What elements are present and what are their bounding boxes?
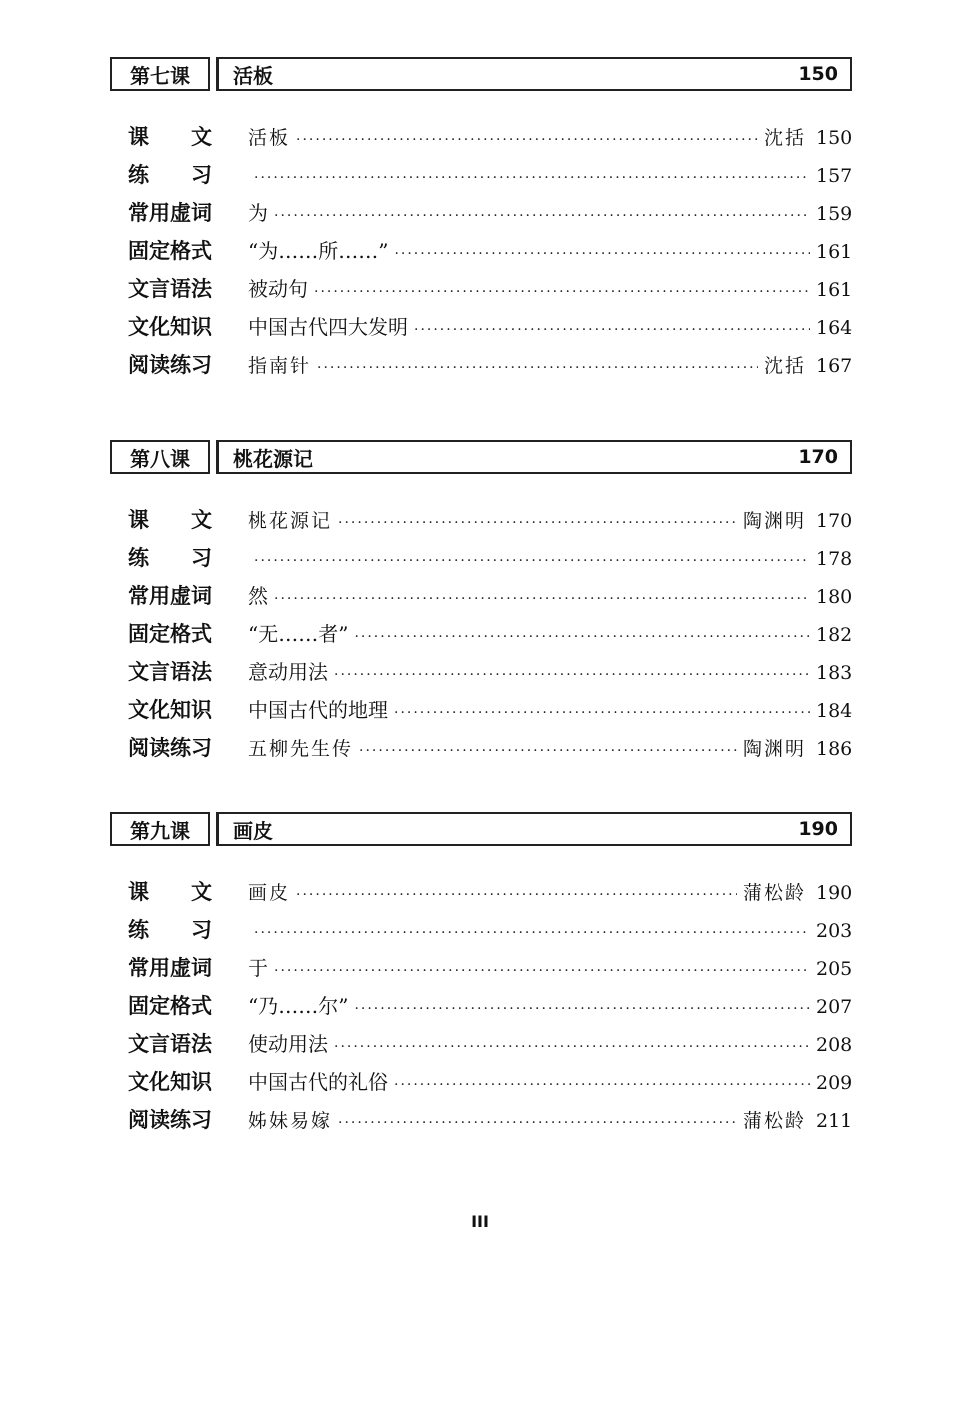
entry-title: 画皮 [248,882,291,904]
leader-dots [414,322,810,338]
entry-label: 固定格式 [128,239,212,263]
entry-label: 文化知识 [128,315,212,339]
toc-entry[interactable] [110,914,852,952]
toc-entry[interactable] [110,952,852,990]
lesson-7 [110,57,852,387]
entry-label: 常用虚词 [128,201,212,225]
page-number: III [471,1212,489,1231]
lesson-header [110,440,852,474]
entry-page: 167 [816,355,853,377]
toc-entry[interactable] [110,732,852,770]
toc-entry[interactable] [110,121,852,159]
entry-label: 阅读练习 [128,1108,212,1132]
leader-dots [334,1039,810,1055]
entry-page: 209 [816,1072,853,1094]
entry-author: 沈括 [763,355,806,377]
entry-title: 活板 [248,127,291,149]
entry-page: 157 [816,165,853,187]
toc-entry[interactable] [110,235,852,273]
entry-label: 固定格式 [128,994,212,1018]
lesson-page: 190 [798,818,838,840]
entry-author: 陶渊明 [742,510,806,532]
entry-page: 211 [816,1110,853,1132]
entry-title: 被动句 [248,277,308,301]
leader-dots [338,515,737,531]
toc-entry[interactable] [110,1028,852,1066]
entry-label: 课 文 [128,508,212,532]
leader-dots [274,591,810,607]
entry-title: 五柳先生传 [248,738,354,760]
lesson-number: 第九课 [110,812,210,846]
entry-title: “乃……尔” [248,994,349,1018]
entry-title: 于 [248,956,268,980]
entry-page: 186 [816,738,853,760]
entry-label: 课 文 [128,880,212,904]
leader-dots [354,629,810,645]
leader-dots [254,925,810,941]
leader-dots [254,553,810,569]
leader-dots [338,1115,737,1131]
toc-entry[interactable] [110,349,852,387]
entry-page: 182 [816,624,853,646]
leader-dots [314,284,810,300]
entry-title: “无……者” [248,622,349,646]
toc-entry[interactable] [110,618,852,656]
lesson-page: 150 [798,63,838,85]
leader-dots [274,208,810,224]
toc-entry[interactable] [110,273,852,311]
entry-title: 桃花源记 [248,510,333,532]
entry-title: 然 [248,584,268,608]
entry-page: 190 [816,882,853,904]
entry-label: 练 习 [128,546,212,570]
toc-entry[interactable] [110,504,852,542]
entry-label: 文化知识 [128,1070,212,1094]
entry-page: 159 [816,203,853,225]
leader-dots [359,743,737,759]
lesson-number: 第八课 [110,440,210,474]
entry-page: 170 [816,510,853,532]
entry-author: 陶渊明 [742,738,806,760]
entry-page: 203 [816,920,853,942]
lesson-page: 170 [798,446,838,468]
toc-entry[interactable] [110,1066,852,1104]
entry-page: 161 [816,279,853,301]
toc-entry[interactable] [110,311,852,349]
lesson-title-box[interactable] [216,440,852,474]
entry-title: 指南针 [248,355,312,377]
lesson-entries [110,504,852,770]
entry-label: 练 习 [128,163,212,187]
leader-dots [334,667,810,683]
entry-label: 阅读练习 [128,353,212,377]
lesson-number: 第七课 [110,57,210,91]
toc-entry[interactable] [110,159,852,197]
entry-title: 姊妹易嫁 [248,1110,333,1132]
entry-label: 文言语法 [128,277,212,301]
entry-title: 中国古代的地理 [248,698,388,722]
lesson-title-box[interactable] [216,57,852,91]
entry-page: 150 [816,127,853,149]
toc-entry[interactable] [110,990,852,1028]
entry-author: 蒲松龄 [742,882,806,904]
entry-label: 文言语法 [128,660,212,684]
entry-label: 常用虚词 [128,584,212,608]
toc-entry[interactable] [110,876,852,914]
entry-title: 中国古代四大发明 [248,315,408,339]
entry-page: 184 [816,700,853,722]
entry-page: 183 [816,662,853,684]
entry-label: 常用虚词 [128,956,212,980]
lesson-9 [110,812,852,1142]
entry-label: 阅读练习 [128,736,212,760]
entry-label: 固定格式 [128,622,212,646]
leader-dots [394,246,810,262]
lesson-header [110,57,852,91]
entry-title: “为……所……” [248,239,389,263]
leader-dots [394,705,810,721]
toc-entry[interactable] [110,197,852,235]
entry-title: 为 [248,201,268,225]
leader-dots [317,360,758,376]
toc-entry[interactable] [110,580,852,618]
entry-label: 文言语法 [128,1032,212,1056]
lesson-8 [110,440,852,770]
entry-label: 文化知识 [128,698,212,722]
leader-dots [274,963,810,979]
entry-author: 蒲松龄 [742,1110,806,1132]
lesson-title: 桃花源记 [233,446,313,471]
entry-page: 205 [816,958,853,980]
entry-page: 164 [816,317,853,339]
entry-label: 练 习 [128,918,212,942]
lesson-title-box[interactable] [216,812,852,846]
leader-dots [354,1001,810,1017]
entry-label: 课 文 [128,125,212,149]
entry-title: 中国古代的礼俗 [248,1070,388,1094]
toc-entry[interactable] [110,656,852,694]
entry-page: 161 [816,241,853,263]
lesson-header [110,812,852,846]
toc-entry[interactable] [110,1104,852,1142]
entry-page: 180 [816,586,853,608]
entry-author: 沈括 [763,127,806,149]
entry-title: 使动用法 [248,1032,328,1056]
leader-dots [296,887,737,903]
toc-entry[interactable] [110,542,852,580]
lesson-title: 活板 [233,63,273,88]
leader-dots [296,132,758,148]
lesson-entries [110,121,852,387]
lesson-title: 画皮 [233,818,273,843]
entry-title: 意动用法 [248,660,328,684]
lesson-entries [110,876,852,1142]
toc-entry[interactable] [110,694,852,732]
leader-dots [394,1077,810,1093]
entry-page: 207 [816,996,853,1018]
entry-page: 208 [816,1034,853,1056]
entry-page: 178 [816,548,853,570]
leader-dots [254,170,810,186]
